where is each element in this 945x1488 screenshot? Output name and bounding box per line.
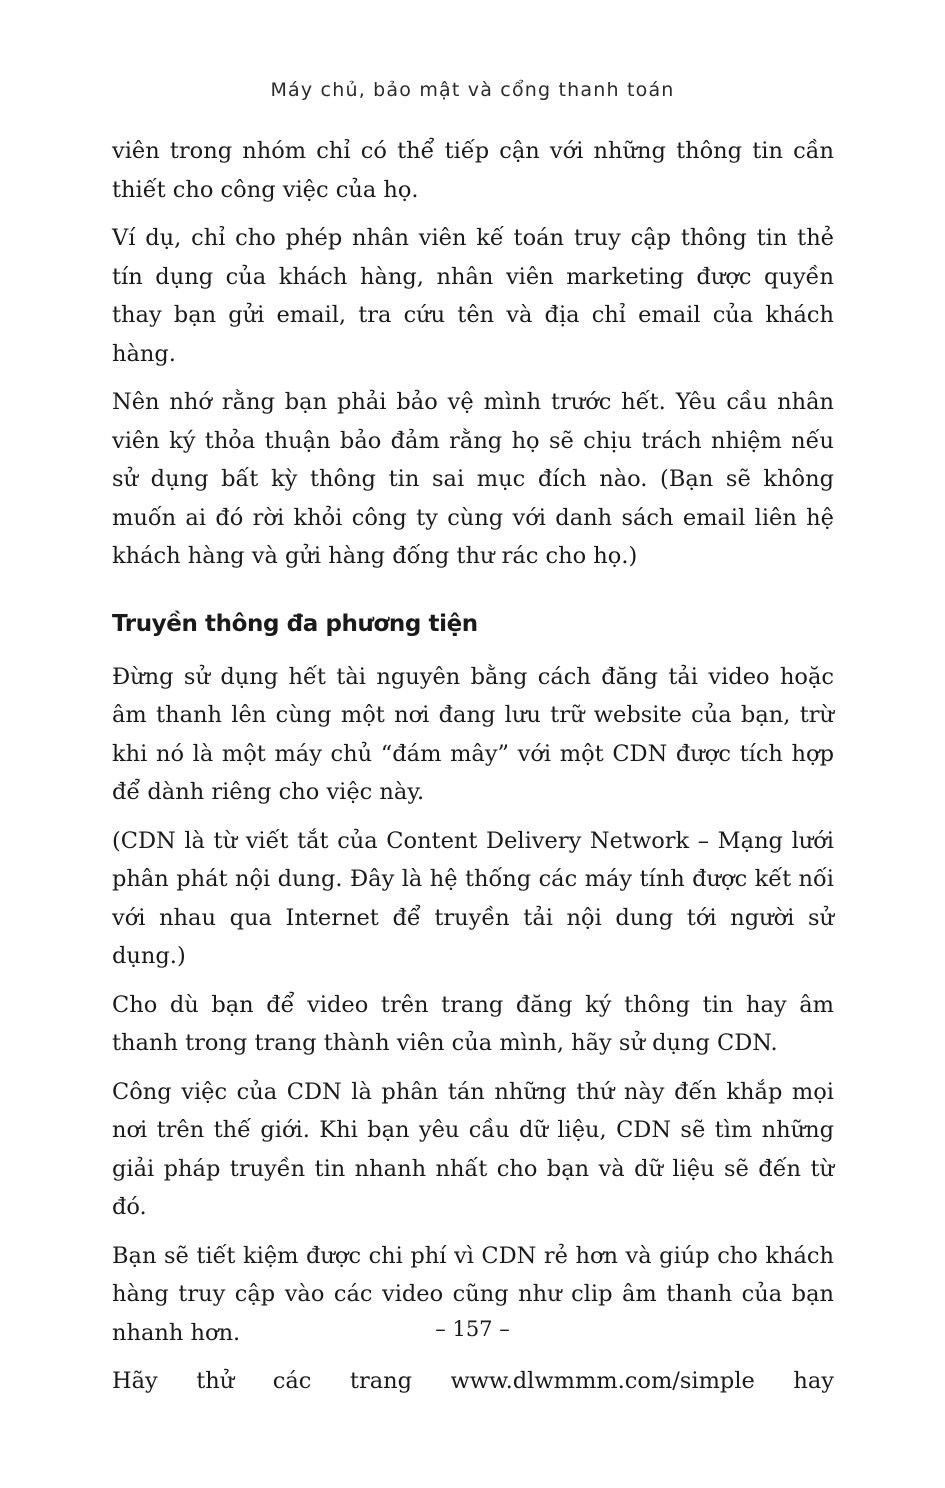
section-heading: Truyền thông đa phương tiện — [112, 610, 478, 637]
paragraph-9-line — [112, 1362, 834, 1401]
word: Hãy — [112, 1368, 158, 1394]
word: các — [272, 1368, 312, 1394]
paragraph-5: (CDN là từ viết tắt của Content Delivery Network – Mạng lưới phân phát nội dung. Đây là hệ thống các máy tính được kết nối với nhau qua Internet để truyền tải nội dung tới người sử dụng.) — [112, 827, 834, 969]
paragraph-2: Ví dụ, chỉ cho phép nhân viên kế toán truy cập thông tin thẻ tín dụng của khách hàng, nhân viên marketing được quyền thay bạn gửi email, tra cứu tên và địa chỉ email của khách hàng. — [112, 225, 834, 367]
paragraph-1: viên trong nhóm chỉ có thể tiếp cận với những thông tin cần thiết cho công việc của họ. — [112, 138, 834, 203]
url-text: www.dlwmmm.com/simple — [450, 1368, 755, 1394]
page-number: – 157 – — [435, 1317, 510, 1341]
paragraph-8: Bạn sẽ tiết kiệm được chi phí vì CDN rẻ hơn và giúp cho khách hàng truy cập vào các video cũng như clip âm thanh của bạn nhanh hơn. — [112, 1242, 834, 1346]
paragraph-4: Đừng sử dụng hết tài nguyên bằng cách đăng tải video hoặc âm thanh lên cùng một nơi đang lưu trữ website của bạn, trừ khi nó là một máy chủ “đám mây” với một CDN được tích hợp để dành riêng cho việc này. — [112, 663, 834, 805]
word: trang — [349, 1368, 413, 1394]
running-header: Máy chủ, bảo mật và cổng thanh toán — [270, 79, 675, 101]
word: thử — [196, 1368, 235, 1394]
paragraph-3: Nên nhớ rằng bạn phải bảo vệ mình trước hết. Yêu cầu nhân viên ký thỏa thuận bảo đảm rằng họ sẽ chịu trách nhiệm nếu sử dụng bất kỳ thông tin sai mục đích nào. (Bạn sẽ không muốn ai đó rời khỏi công ty cùng với danh sách email liên hệ khách hàng và gửi hàng đống thư rác cho họ.) — [112, 389, 834, 569]
paragraph-7: Công việc của CDN là phân tán những thứ này đến khắp mọi nơi trên thế giới. Khi bạn yêu cầu dữ liệu, CDN sẽ tìm những giải pháp truyền tin nhanh nhất cho bạn và dữ liệu sẽ đến từ đó. — [112, 1078, 834, 1220]
page-body — [112, 132, 834, 1401]
paragraph-6: Cho dù bạn để video trên trang đăng ký thông tin hay âm thanh trong trang thành viên của mình, hãy sử dụng CDN. — [112, 991, 834, 1056]
word: hay — [793, 1368, 834, 1394]
